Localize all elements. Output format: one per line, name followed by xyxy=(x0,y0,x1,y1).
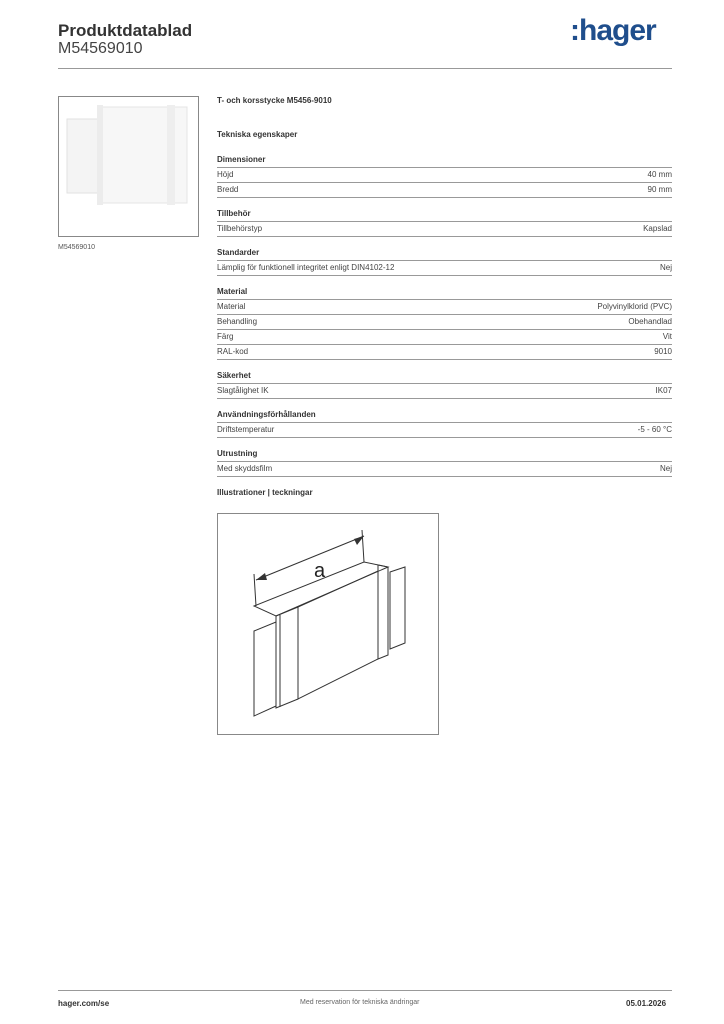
spec-value: Kapslad xyxy=(643,224,672,233)
spec-label: Driftstemperatur xyxy=(217,425,275,434)
document-title: Produktdatablad xyxy=(58,21,193,40)
spec-content xyxy=(217,96,672,500)
spec-section xyxy=(217,155,672,198)
spec-value: Polyvinylklorid (PVC) xyxy=(597,302,672,311)
spec-section xyxy=(217,371,672,399)
spec-section xyxy=(217,287,672,360)
footer-date: 05.01.2026 xyxy=(626,999,667,1008)
section-title: Dimensioner xyxy=(217,155,672,168)
spec-label: Bredd xyxy=(217,185,239,194)
technical-drawing xyxy=(217,513,439,735)
spec-value: Nej xyxy=(659,464,672,473)
spec-row xyxy=(217,462,672,477)
illustrations-heading: Illustrationer | teckningar xyxy=(217,488,313,497)
spec-row xyxy=(217,261,672,276)
spec-label: Lämplig för funktionell integritet enligt DIN4102-12 xyxy=(217,263,395,272)
section-title: Säkerhet xyxy=(217,371,672,384)
spec-section xyxy=(217,248,672,276)
section-title: Tillbehör xyxy=(217,209,672,222)
spec-label: Färg xyxy=(217,332,234,341)
product-code: M54569010 xyxy=(58,40,143,57)
spec-row xyxy=(217,168,672,183)
section-title: Utrustning xyxy=(217,449,672,462)
hager-logo xyxy=(570,14,656,48)
spec-row xyxy=(217,345,672,360)
spec-label: RAL-kod xyxy=(217,347,249,356)
spec-row xyxy=(217,315,672,330)
spec-value: 9010 xyxy=(654,347,672,356)
spec-value: Nej xyxy=(659,263,672,272)
product-photo-illustration xyxy=(59,97,198,236)
spec-value: 90 mm xyxy=(647,185,672,194)
spec-row xyxy=(217,183,672,198)
technical-heading: Tekniska egenskaper xyxy=(217,130,298,139)
spec-label: Material xyxy=(217,302,246,311)
spec-value: Obehandlad xyxy=(628,317,672,326)
spec-value: 40 mm xyxy=(647,170,672,179)
section-title: Material xyxy=(217,287,672,300)
header-divider xyxy=(58,68,672,69)
product-title: T- och korsstycke M5456-9010 xyxy=(217,96,332,105)
spec-row xyxy=(217,222,672,237)
spec-label: Höjd xyxy=(217,170,234,179)
spec-label: Med skyddsfilm xyxy=(217,464,273,473)
spec-row xyxy=(217,330,672,345)
logo-text: hager xyxy=(579,14,656,47)
spec-section xyxy=(217,209,672,237)
spec-sections xyxy=(217,155,672,477)
dimension-label: a xyxy=(314,560,326,582)
spec-section xyxy=(217,410,672,438)
spec-value: IK07 xyxy=(655,386,672,395)
spec-value: -5 - 60 °C xyxy=(637,425,672,434)
spec-section xyxy=(217,449,672,477)
logo-dots: : xyxy=(570,14,579,47)
footer-disclaimer: Med reservation för tekniska ändringar xyxy=(300,999,420,1006)
footer-divider xyxy=(58,990,672,991)
spec-row xyxy=(217,300,672,315)
section-title: Standarder xyxy=(217,248,672,261)
spec-row xyxy=(217,384,672,399)
spec-label: Slagtålighet IK xyxy=(217,386,269,395)
spec-value: Vit xyxy=(662,332,672,341)
spec-row xyxy=(217,423,672,438)
footer-website[interactable]: hager.com/se xyxy=(58,999,110,1008)
dimension-drawing xyxy=(218,514,438,734)
spec-label: Tillbehörstyp xyxy=(217,224,263,233)
image-caption: M54569010 xyxy=(58,244,95,251)
section-title: Användningsförhållanden xyxy=(217,410,672,423)
spec-label: Behandling xyxy=(217,317,258,326)
product-image xyxy=(58,96,199,237)
